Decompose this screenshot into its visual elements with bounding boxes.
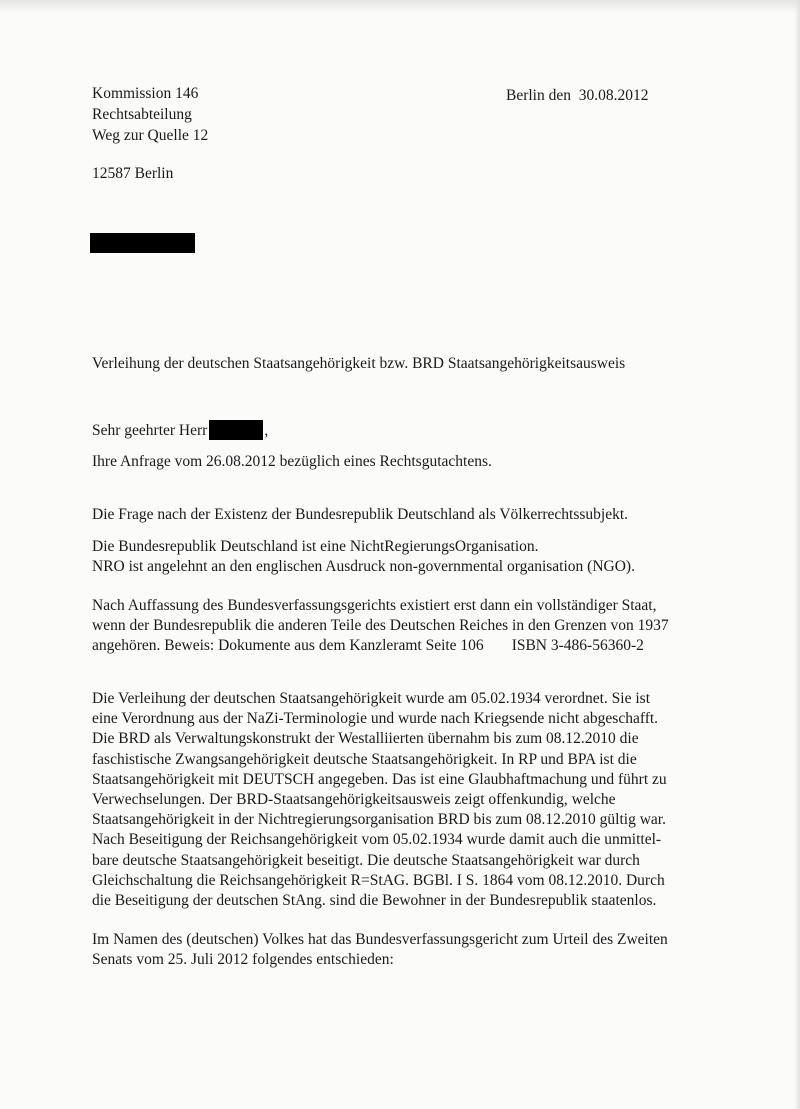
- paragraph-main-line-1: Die Verleihung der deutschen Staatsangehörigkeit wurde am 05.02.1934 verordnet. Sie ist: [92, 690, 651, 707]
- paragraph-court-line-2: wenn der Bundesrepublik die anderen Teile des Deutschen Reiches in den Grenzen von 1937: [92, 617, 669, 635]
- place-label: Berlin den: [506, 87, 571, 104]
- paragraph-main-line-6: Verwechselungen. Der BRD-Staatsangehörigkeitsausweis zeigt offenkundig, welche: [92, 790, 616, 808]
- redacted-name: [209, 420, 263, 440]
- paragraph-main: [92, 689, 692, 931]
- redacted-recipient: [90, 233, 195, 253]
- date-value: 30.08.2012: [578, 87, 649, 104]
- paragraph-main-line-4: faschistische Zwangsangehörigkeit deutsche Staatsangehörigkeit. In RP und BPA ist die: [92, 750, 637, 768]
- paragraph-court-line-3: [92, 636, 692, 656]
- paragraph-ngo: [92, 537, 692, 577]
- paragraph-closing-line-2: Senats vom 25. Juli 2012 folgendes entschieden:: [92, 951, 394, 969]
- paragraph-court: [92, 596, 692, 657]
- sender-line-1: Kommission 146: [92, 85, 199, 102]
- paragraph-main-line-8: Nach Beseitigung der Reichsangehörigkeit vom 05.02.1934 wurde damit auch die unmittel-: [92, 831, 662, 849]
- paragraph-main-line-9: bare deutsche Staatsangehörigkeit beseitigt. Die deutsche Staatsangehörigkeit war durch: [92, 851, 640, 869]
- paragraph-closing-line-1: Im Namen des (deutschen) Volkes hat das Bundesverfassungsgericht zum Urteil des Zweiten: [92, 931, 668, 948]
- paragraph-ngo-line-2: NRO ist angelehnt an den englischen Ausdruck non-governmental organisation (NGO).: [92, 558, 635, 576]
- paragraph-ngo-line-1: Die Bundesrepublik Deutschland ist eine NichtRegierungsOrganisation.: [92, 538, 539, 555]
- paragraph-main-line-10: Gleichschaltung die Reichsangehörigkeit R=StAG. BGBl. I S. 1864 vom 08.12.2010. Durch: [92, 871, 665, 889]
- sender-line-3: Weg zur Quelle 12: [92, 127, 209, 144]
- paragraph-main-line-2: eine Verordnung aus der NaZi-Terminologie und wurde nach Kriegsende nicht abgeschafft.: [92, 710, 659, 728]
- scan-edge-shadow: [0, 0, 800, 14]
- salutation: [92, 420, 268, 441]
- reference-line: Ihre Anfrage vom 26.08.2012 bezüglich eines Rechtsgutachtens.: [92, 453, 492, 470]
- place-date: [506, 86, 649, 106]
- paragraph-main-line-12: [92, 911, 692, 931]
- paragraph-main-line-7: Staatsangehörigkeit in der Nichtregierungsorganisation BRD bis zum 08.12.2010 gültig war.: [92, 811, 666, 829]
- paragraph-main-line-11: die Beseitigung der deutschen StAng. sind die Bewohner in der Bundesrepublik staatenlos.: [92, 891, 657, 909]
- sender-postal: 12587 Berlin: [92, 165, 174, 182]
- salutation-text: Sehr geehrter Herr: [92, 422, 208, 439]
- proof-text: angehören. Beweis: Dokumente aus dem Kanzleramt Seite 106: [92, 637, 484, 655]
- paragraph-court-line-1: Nach Auffassung des Bundesverfassungsgerichts existiert erst dann ein vollständiger Staat,: [92, 597, 657, 614]
- salutation-comma: ,: [264, 422, 269, 439]
- question-line: Die Frage nach der Existenz der Bundesrepublik Deutschland als Völkerrechtssubjekt.: [92, 506, 629, 523]
- paragraph-main-line-5: Staatsangehörigkeit mit DEUTSCH angegeben. Das ist eine Glaubhaftmachung und führt zu: [92, 770, 667, 788]
- scan-edge-right: [794, 0, 800, 1109]
- sender-line-2: Rechtsabteilung: [92, 106, 192, 123]
- subject-line: Verleihung der deutschen Staatsangehörigkeit bzw. BRD Staatsangehörigkeitsausweis: [92, 355, 626, 372]
- isbn-text: ISBN 3-486-56360-2: [511, 637, 644, 655]
- paragraph-closing: [92, 930, 692, 970]
- paragraph-main-line-3: Die BRD als Verwaltungskonstrukt der Westalliierten übernahm bis zum 08.12.2010 die: [92, 730, 639, 748]
